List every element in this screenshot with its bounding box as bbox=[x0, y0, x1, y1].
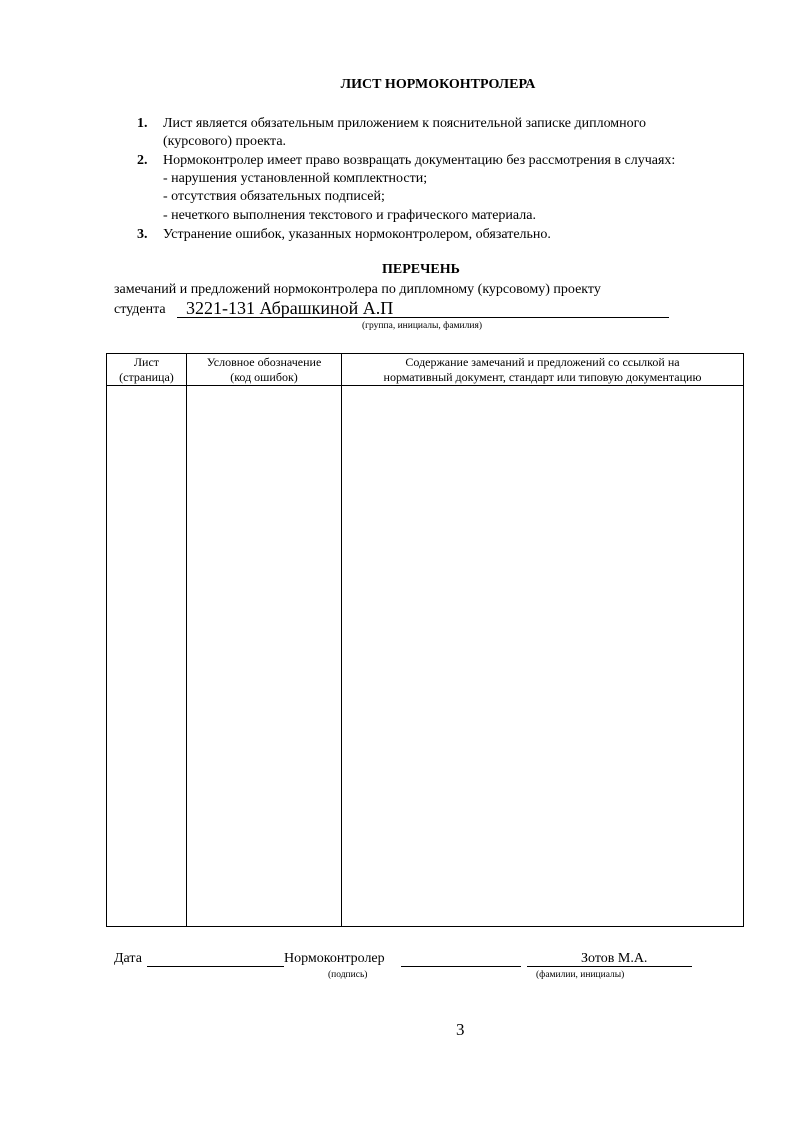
cell-code bbox=[187, 386, 342, 927]
signature-underline bbox=[401, 966, 521, 967]
item-2-line-4: - нечеткого выполнения текстового и графического материала. bbox=[163, 208, 536, 223]
item-3-number: 3. bbox=[137, 227, 148, 242]
controller-label: Нормоконтролер bbox=[284, 951, 385, 966]
signature-hint: (подпись) bbox=[328, 970, 368, 980]
name-hint: (фамилии, инициалы) bbox=[536, 970, 625, 980]
item-1-number: 1. bbox=[137, 116, 148, 131]
controller-name: Зотов М.А. bbox=[581, 951, 648, 966]
header-content: Содержание замечаний и предложений со ссылкой на нормативный документ, стандарт или типовую документацию bbox=[342, 354, 744, 386]
remarks-table bbox=[106, 353, 744, 927]
student-label: студента bbox=[114, 302, 166, 317]
student-value: 3221-131 Абрашкиной А.П bbox=[186, 298, 394, 318]
item-2-line-1: Нормоконтролер имеет право возвращать документацию без рассмотрения в случаях: bbox=[163, 153, 676, 168]
student-hint: (группа, инициалы, фамилия) bbox=[362, 321, 482, 331]
page-number: 3 bbox=[456, 1020, 465, 1039]
item-3-line-1: Устранение ошибок, указанных нормоконтролером, обязательно. bbox=[163, 227, 551, 242]
list-title: ПЕРЕЧЕНЬ bbox=[382, 262, 460, 277]
header-code: Условное обозначение (код ошибок) bbox=[187, 354, 342, 386]
table-header-row bbox=[107, 354, 744, 386]
date-label: Дата bbox=[114, 951, 142, 966]
item-1-line-1: Лист является обязательным приложением к пояснительной записке дипломного bbox=[163, 116, 647, 131]
header-sheet: Лист (страница) bbox=[107, 354, 187, 386]
item-2-line-2: - нарушения установленной комплектности; bbox=[163, 171, 428, 186]
item-1-line-2: (курсового) проекта. bbox=[163, 134, 287, 149]
list-subtitle: замечаний и предложений нормоконтролера по дипломному (курсовому) проекту bbox=[114, 282, 601, 297]
cell-content bbox=[342, 386, 744, 927]
page-title: ЛИСТ НОРМОКОНТРОЛЕРА bbox=[340, 77, 536, 92]
date-underline bbox=[147, 966, 284, 967]
item-2-number: 2. bbox=[137, 153, 148, 168]
cell-sheet bbox=[107, 386, 187, 927]
item-2-line-3: - отсутствия обязательных подписей; bbox=[163, 189, 385, 204]
table-body-row bbox=[107, 386, 744, 927]
